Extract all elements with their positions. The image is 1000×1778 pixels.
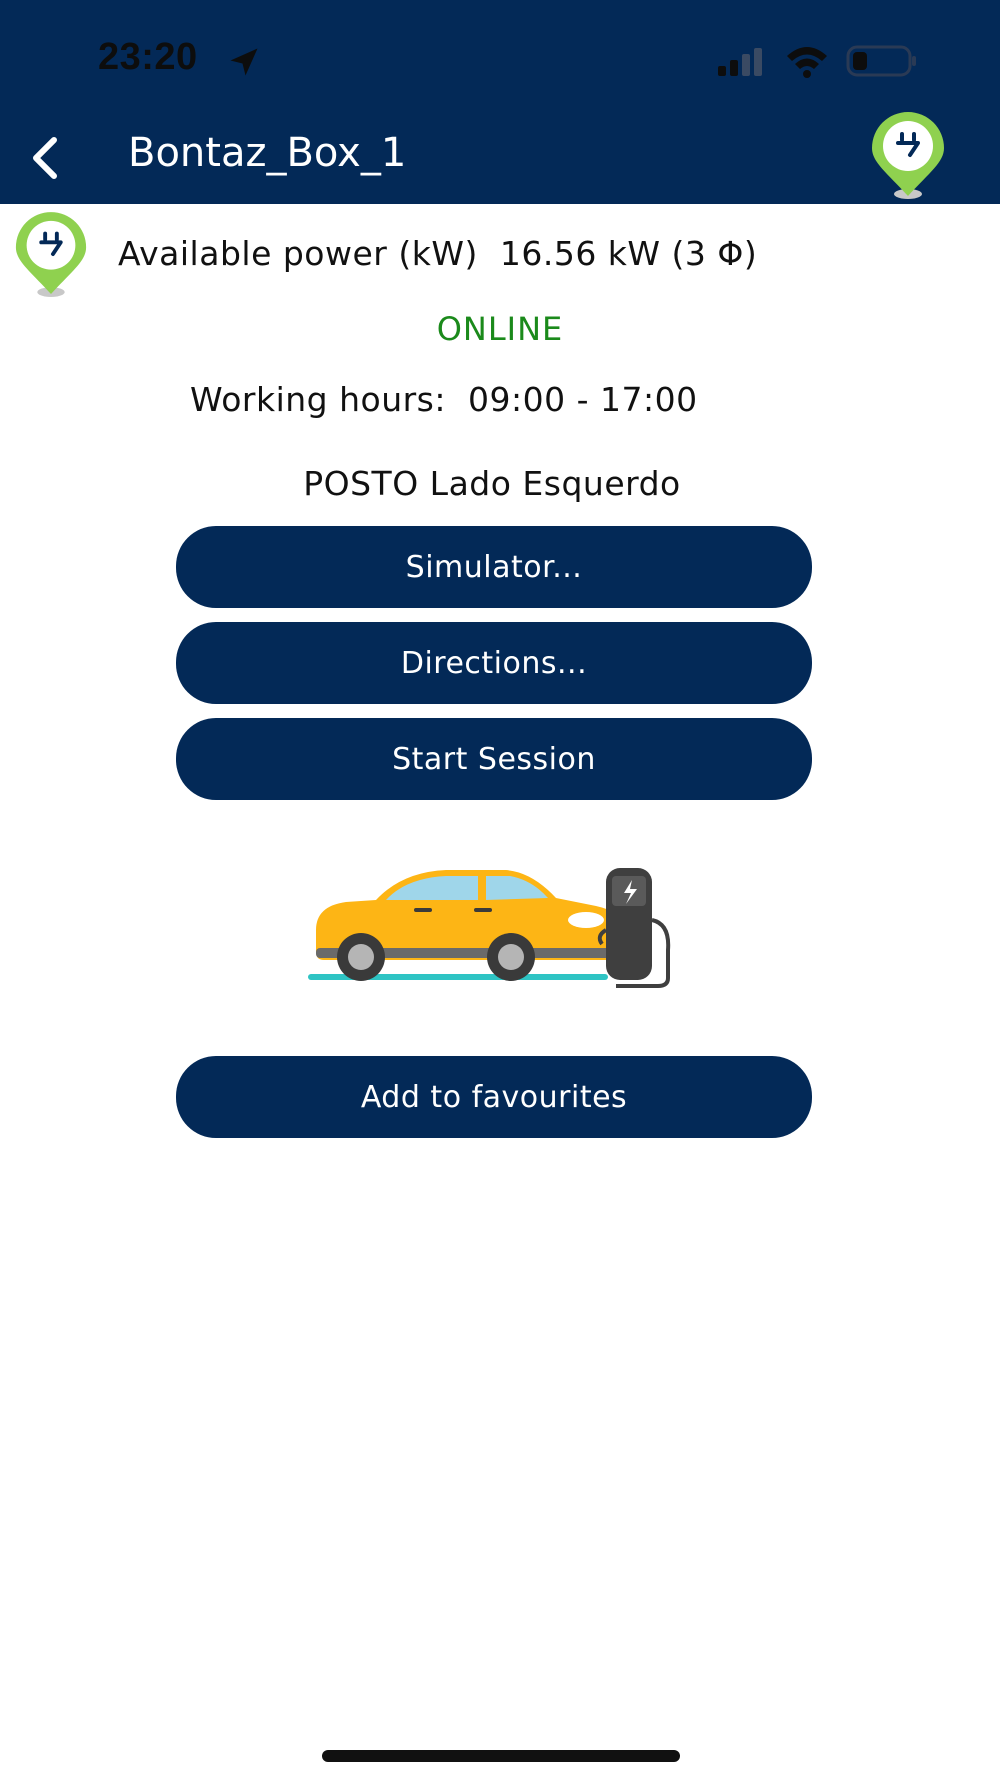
charger-pin-icon <box>12 212 90 300</box>
power-value: 16.56 kW (3 Φ) <box>499 234 758 273</box>
start-session-button[interactable]: Start Session <box>176 718 812 800</box>
status-text: ONLINE <box>436 310 564 348</box>
battery-icon <box>846 44 918 78</box>
power-label: Available power (kW) <box>118 234 478 273</box>
page-title: Bontaz_Box_1 <box>128 130 407 176</box>
station-name: POSTO Lado Esquerdo <box>303 464 681 503</box>
available-power-row <box>118 234 757 273</box>
add-to-favourites-button[interactable]: Add to favourites <box>176 1056 812 1138</box>
status-time: 23:20 <box>98 36 198 78</box>
working-hours-row <box>190 380 698 419</box>
charger-pin-icon <box>868 112 948 202</box>
car-charging-illustration <box>306 860 676 990</box>
hours-label: Working hours: <box>190 380 446 419</box>
app-header <box>0 0 1000 204</box>
directions-button[interactable]: Directions... <box>176 622 812 704</box>
simulator-button[interactable]: Simulator... <box>176 526 812 608</box>
home-indicator[interactable] <box>322 1750 680 1762</box>
wifi-icon <box>784 44 830 78</box>
hours-value: 09:00 - 17:00 <box>467 380 698 419</box>
location-arrow-icon <box>226 44 262 80</box>
signal-icon <box>716 46 766 76</box>
back-button[interactable] <box>18 128 78 188</box>
